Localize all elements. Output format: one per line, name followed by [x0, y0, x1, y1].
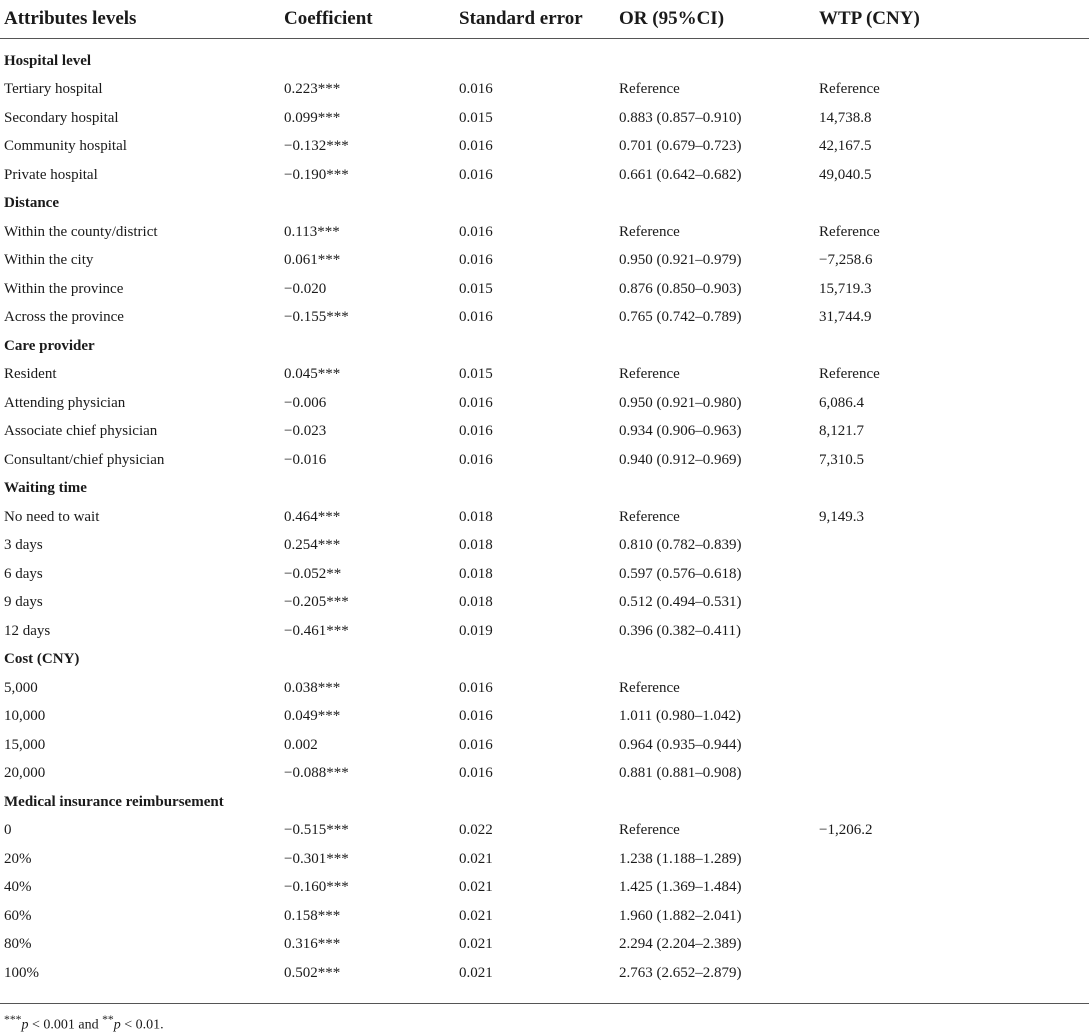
cell-wtp: 49,040.5: [819, 166, 872, 183]
cell-coefficient: −0.132***: [284, 138, 349, 155]
cell-wtp: [815, 731, 1089, 760]
cell-wtp: [815, 617, 1089, 646]
section-title: Hospital level: [4, 52, 92, 69]
section-header-row: [0, 39, 1089, 76]
cell-odds-ratio: 1.238 (1.188–1.289): [619, 850, 742, 867]
cell-odds-ratio: 0.964 (0.935–0.944): [619, 736, 742, 753]
section-title: Medical insurance reimbursement: [4, 793, 224, 810]
section-title: Distance: [4, 195, 59, 212]
cell-coefficient: −0.301***: [284, 850, 349, 867]
section-title: Care provider: [4, 337, 95, 354]
cell-odds-ratio: 0.661 (0.642–0.682): [619, 166, 742, 183]
cell-coefficient: 0.223***: [284, 81, 341, 98]
table-row: [0, 133, 1089, 162]
table-row: [0, 532, 1089, 561]
cell-wtp: Reference: [819, 223, 880, 240]
cell-standard-error: 0.016: [459, 679, 493, 696]
cell-attribute-level: 3 days: [4, 537, 43, 554]
header-willingness-to-pay: WTP (CNY): [815, 0, 1089, 39]
cell-attribute-level: 5,000: [4, 679, 38, 696]
cell-standard-error: 0.019: [459, 622, 493, 639]
header-attributes-levels: Attributes levels: [0, 0, 280, 39]
cell-coefficient: 0.502***: [284, 964, 341, 981]
cell-odds-ratio: 0.810 (0.782–0.839): [619, 537, 742, 554]
table-row: [0, 959, 1089, 988]
cell-wtp: −1,206.2: [819, 822, 873, 839]
cell-odds-ratio: 1.425 (1.369–1.484): [619, 879, 742, 896]
cell-wtp: [815, 674, 1089, 703]
table-header-row: [0, 0, 1089, 39]
table-row: [0, 76, 1089, 105]
cell-odds-ratio: 0.876 (0.850–0.903): [619, 280, 742, 297]
cell-attribute-level: No need to wait: [4, 508, 100, 525]
cell-odds-ratio: Reference: [619, 508, 680, 525]
cell-attribute-level: Within the city: [4, 252, 94, 269]
cell-attribute-level: Private hospital: [4, 166, 98, 183]
cell-wtp: [815, 902, 1089, 931]
cell-coefficient: −0.205***: [284, 594, 349, 611]
table-row: [0, 731, 1089, 760]
cell-coefficient: 0.061***: [284, 252, 341, 269]
section-title: Cost (CNY): [4, 651, 80, 668]
cell-coefficient: 0.113***: [284, 223, 340, 240]
cell-wtp: [815, 760, 1089, 789]
cell-coefficient: −0.088***: [284, 765, 349, 782]
cell-attribute-level: 12 days: [4, 622, 51, 639]
cell-standard-error: 0.021: [459, 936, 493, 953]
table-row: [0, 304, 1089, 333]
table-row: [0, 874, 1089, 903]
table-row: [0, 845, 1089, 874]
cell-attribute-level: 10,000: [4, 708, 46, 725]
footnote-p-symbol-2: p: [113, 1017, 121, 1033]
cell-wtp: [815, 845, 1089, 874]
cell-coefficient: 0.316***: [284, 936, 341, 953]
header-standard-error: Standard error: [455, 0, 615, 39]
cell-wtp: 6,086.4: [819, 394, 864, 411]
cell-wtp: 14,738.8: [819, 109, 872, 126]
table-row: [0, 703, 1089, 732]
cell-standard-error: 0.021: [459, 964, 493, 981]
cell-standard-error: 0.016: [459, 765, 493, 782]
cell-attribute-level: Community hospital: [4, 138, 127, 155]
cell-attribute-level: Attending physician: [4, 394, 126, 411]
cell-standard-error: 0.016: [459, 138, 493, 155]
cell-coefficient: −0.020: [284, 280, 327, 297]
cell-attribute-level: 80%: [4, 936, 32, 953]
cell-attribute-level: Within the province: [4, 280, 124, 297]
cell-wtp: 42,167.5: [819, 138, 872, 155]
cell-coefficient: −0.006: [284, 394, 327, 411]
footnote-two-stars: **: [102, 1013, 114, 1026]
cell-coefficient: −0.160***: [284, 879, 349, 896]
table-row: [0, 389, 1089, 418]
cell-odds-ratio: 2.294 (2.204–2.389): [619, 936, 742, 953]
cell-standard-error: 0.021: [459, 879, 493, 896]
cell-odds-ratio: 0.396 (0.382–0.411): [619, 622, 741, 639]
cell-coefficient: 0.099***: [284, 109, 341, 126]
cell-attribute-level: 9 days: [4, 594, 43, 611]
table-row: [0, 218, 1089, 247]
footnote-three-stars: ***: [4, 1013, 22, 1026]
cell-attribute-level: 20,000: [4, 765, 46, 782]
cell-attribute-level: 0: [4, 822, 12, 839]
cell-wtp: Reference: [819, 81, 880, 98]
cell-odds-ratio: Reference: [619, 822, 680, 839]
cell-odds-ratio: 0.940 (0.912–0.969): [619, 451, 742, 468]
section-header-row: [0, 646, 1089, 675]
cell-odds-ratio: 0.597 (0.576–0.618): [619, 565, 742, 582]
cell-standard-error: 0.015: [459, 366, 493, 383]
cell-standard-error: 0.015: [459, 280, 493, 297]
cell-standard-error: 0.016: [459, 708, 493, 725]
cell-wtp: [815, 931, 1089, 960]
cell-wtp: [815, 589, 1089, 618]
cell-standard-error: 0.016: [459, 394, 493, 411]
cell-coefficient: −0.155***: [284, 309, 349, 326]
table-row: [0, 931, 1089, 960]
cell-wtp: [815, 532, 1089, 561]
cell-standard-error: 0.022: [459, 822, 493, 839]
cell-standard-error: 0.018: [459, 594, 493, 611]
section-header-row: [0, 332, 1089, 361]
cell-standard-error: 0.018: [459, 537, 493, 554]
cell-attribute-level: Across the province: [4, 309, 124, 326]
section-header-row: [0, 788, 1089, 817]
cell-attribute-level: Secondary hospital: [4, 109, 119, 126]
header-odds-ratio: OR (95%CI): [615, 0, 815, 39]
table-row: [0, 161, 1089, 190]
cell-odds-ratio: 0.950 (0.921–0.979): [619, 252, 742, 269]
cell-odds-ratio: 0.512 (0.494–0.531): [619, 594, 742, 611]
cell-coefficient: −0.016: [284, 451, 327, 468]
cell-attribute-level: 15,000: [4, 736, 46, 753]
cell-wtp: [815, 874, 1089, 903]
cell-standard-error: 0.016: [459, 81, 493, 98]
cell-attribute-level: Consultant/chief physician: [4, 451, 165, 468]
cell-wtp: 9,149.3: [819, 508, 864, 525]
cell-wtp: [815, 560, 1089, 589]
table-footnote: [4, 1013, 164, 1034]
table-row: [0, 104, 1089, 133]
table-row: [0, 503, 1089, 532]
cell-coefficient: 0.045***: [284, 366, 341, 383]
cell-standard-error: 0.015: [459, 109, 493, 126]
cell-odds-ratio: Reference: [619, 366, 680, 383]
cell-attribute-level: 100%: [4, 964, 39, 981]
table-row: [0, 902, 1089, 931]
cell-wtp: [815, 703, 1089, 732]
cell-odds-ratio: 0.765 (0.742–0.789): [619, 309, 742, 326]
cell-wtp: Reference: [819, 366, 880, 383]
cell-attribute-level: 40%: [4, 879, 32, 896]
cell-coefficient: −0.023: [284, 423, 327, 440]
cell-odds-ratio: Reference: [619, 81, 680, 98]
cell-attribute-level: Resident: [4, 366, 57, 383]
cell-coefficient: 0.038***: [284, 679, 341, 696]
table-row: [0, 446, 1089, 475]
table-row: [0, 617, 1089, 646]
cell-coefficient: 0.254***: [284, 537, 341, 554]
cell-odds-ratio: 2.763 (2.652–2.879): [619, 964, 742, 981]
cell-coefficient: −0.052**: [284, 565, 342, 582]
cell-coefficient: −0.190***: [284, 166, 349, 183]
cell-coefficient: 0.002: [284, 736, 318, 753]
cell-odds-ratio: Reference: [619, 679, 680, 696]
table-bottom-rule: [0, 1003, 1089, 1004]
cell-odds-ratio: 0.701 (0.679–0.723): [619, 138, 742, 155]
cell-coefficient: 0.158***: [284, 907, 341, 924]
cell-odds-ratio: 0.881 (0.881–0.908): [619, 765, 742, 782]
table-row: [0, 760, 1089, 789]
cell-standard-error: 0.016: [459, 252, 493, 269]
cell-odds-ratio: 0.934 (0.906–0.963): [619, 423, 742, 440]
table-row: [0, 361, 1089, 390]
cell-attribute-level: 6 days: [4, 565, 43, 582]
cell-standard-error: 0.021: [459, 850, 493, 867]
cell-wtp: −7,258.6: [819, 252, 873, 269]
cell-wtp: 31,744.9: [819, 309, 872, 326]
table-row: [0, 674, 1089, 703]
cell-standard-error: 0.018: [459, 565, 493, 582]
cell-coefficient: 0.464***: [284, 508, 341, 525]
cell-standard-error: 0.021: [459, 907, 493, 924]
cell-coefficient: −0.515***: [284, 822, 349, 839]
cell-coefficient: 0.049***: [284, 708, 341, 725]
cell-wtp: 8,121.7: [819, 423, 864, 440]
cell-attribute-level: Associate chief physician: [4, 423, 158, 440]
cell-odds-ratio: 1.960 (1.882–2.041): [619, 907, 742, 924]
cell-wtp: 15,719.3: [819, 280, 872, 297]
table-body: [0, 39, 1089, 988]
table-row: [0, 247, 1089, 276]
footnote-condition-2: < 0.01.: [120, 1017, 164, 1033]
cell-standard-error: 0.016: [459, 423, 493, 440]
cell-attribute-level: 60%: [4, 907, 32, 924]
cell-standard-error: 0.016: [459, 166, 493, 183]
footnote-condition-1: < 0.001 and: [28, 1017, 103, 1033]
cell-standard-error: 0.016: [459, 223, 493, 240]
cell-odds-ratio: 1.011 (0.980–1.042): [619, 708, 741, 725]
section-header-row: [0, 190, 1089, 219]
table-row: [0, 560, 1089, 589]
cell-standard-error: 0.016: [459, 736, 493, 753]
cell-standard-error: 0.018: [459, 508, 493, 525]
cell-coefficient: −0.461***: [284, 622, 349, 639]
cell-wtp: [815, 959, 1089, 988]
table-row: [0, 589, 1089, 618]
cell-wtp: 7,310.5: [819, 451, 864, 468]
section-header-row: [0, 475, 1089, 504]
table-row: [0, 275, 1089, 304]
cell-odds-ratio: Reference: [619, 223, 680, 240]
cell-attribute-level: 20%: [4, 850, 32, 867]
footnote-p-symbol: p: [21, 1017, 29, 1033]
cell-odds-ratio: 0.950 (0.921–0.980): [619, 394, 742, 411]
cell-odds-ratio: 0.883 (0.857–0.910): [619, 109, 742, 126]
cell-attribute-level: Tertiary hospital: [4, 81, 103, 98]
table-row: [0, 817, 1089, 846]
cell-standard-error: 0.016: [459, 451, 493, 468]
section-title: Waiting time: [4, 480, 87, 497]
table-row: [0, 418, 1089, 447]
cell-standard-error: 0.016: [459, 309, 493, 326]
cell-attribute-level: Within the county/district: [4, 223, 158, 240]
header-coefficient: Coefficient: [280, 0, 455, 39]
